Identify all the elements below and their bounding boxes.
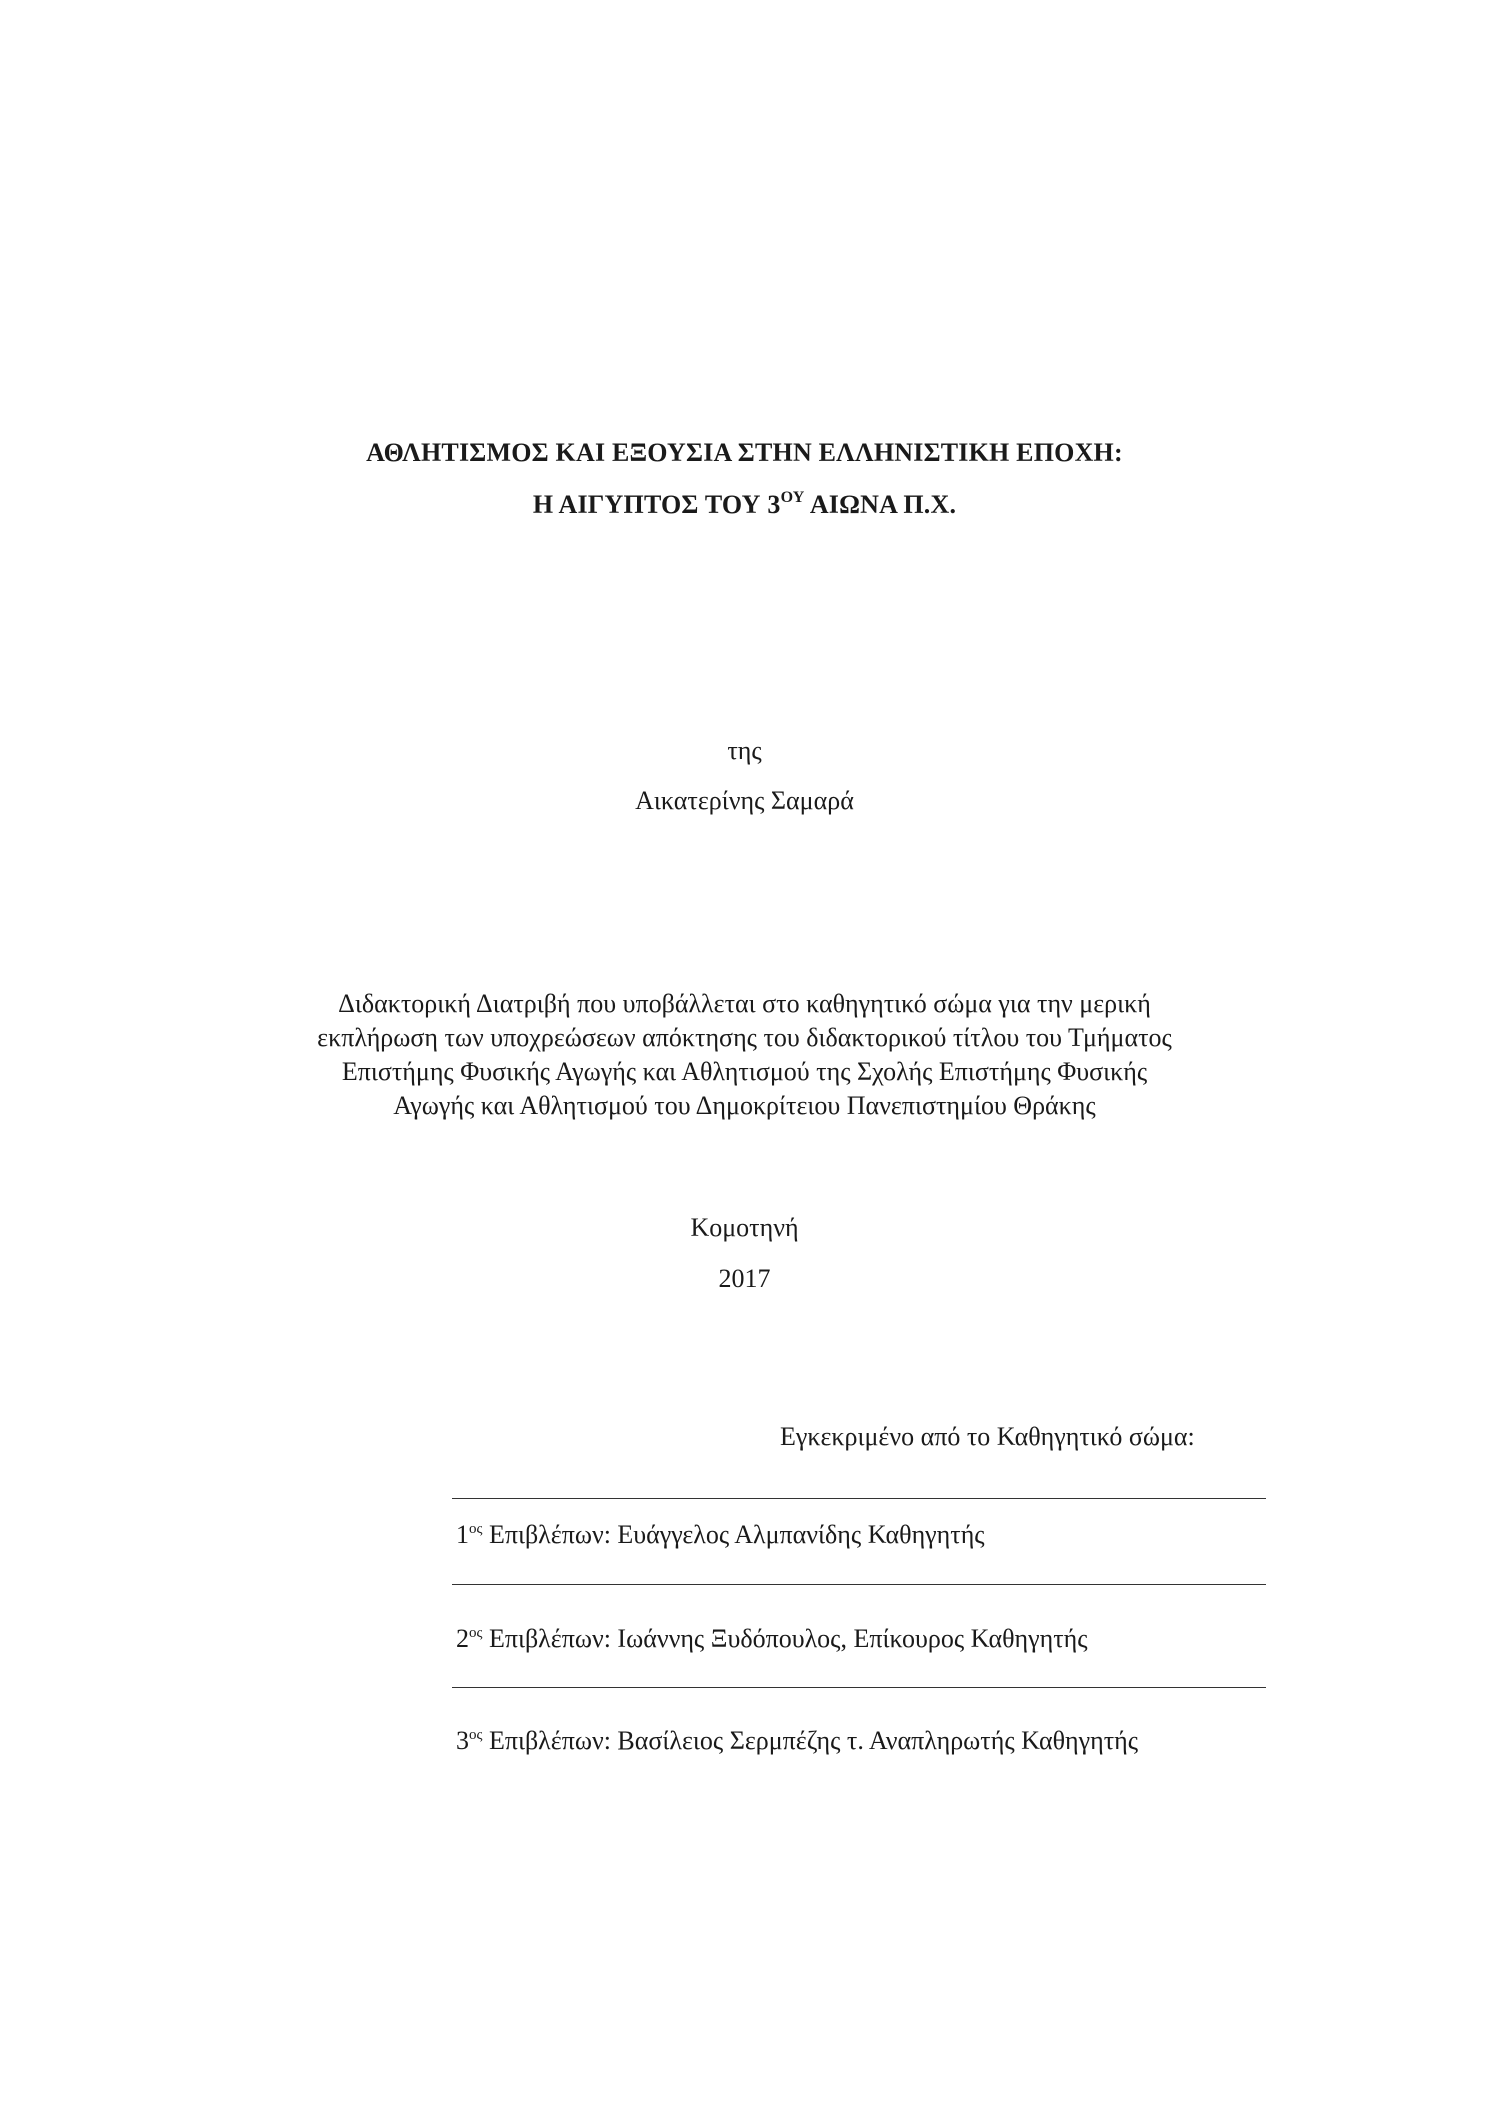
supervisor-1 <box>456 1520 985 1550</box>
thesis-statement-line: Διδακτορική Διατριβή που υποβάλλεται στο καθηγητικό σώμα για την μερική <box>338 989 1151 1018</box>
signature-line-2 <box>452 1584 1266 1585</box>
thesis-title-line-2 <box>0 490 1489 520</box>
thesis-statement-line: Επιστήμης Φυσικής Αγωγής και Αθλητισμού της Σχολής Επιστήμης Φυσικής <box>341 1057 1148 1086</box>
signature-line-3 <box>452 1687 1266 1688</box>
supervisor-1-number: 1 <box>456 1520 469 1549</box>
supervisor-2-text: Επιβλέπων: Ιωάννης Ξυδόπουλος, Επίκουρος Καθηγητής <box>482 1624 1088 1653</box>
year: 2017 <box>718 1264 771 1293</box>
thesis-title-line-1 <box>0 438 1489 468</box>
supervisor-3 <box>456 1726 1138 1756</box>
supervisor-1-ordinal: ος <box>469 1521 483 1537</box>
supervisor-3-number: 3 <box>456 1726 469 1755</box>
author-prefix: της <box>727 736 762 765</box>
supervisor-3-ordinal: ος <box>469 1727 483 1743</box>
approval-label: Εγκεκριμένο από το Καθηγητικό σώμα: <box>780 1422 1195 1451</box>
author-name: Αικατερίνης Σαμαρά <box>635 786 854 815</box>
thesis-statement-line: Αγωγής και Αθλητισμού του Δημοκρίτειου Πανεπιστημίου Θράκης <box>393 1091 1096 1120</box>
title-line-2-post: ΑΙΩΝΑ Π.Χ. <box>804 490 957 519</box>
place: Κομοτηνή <box>690 1213 799 1242</box>
title-line-1-text: ΑΘΛΗΤΙΣΜΟΣ ΚΑΙ ΕΞΟΥΣΙΑ ΣΤΗΝ ΕΛΛΗΝΙΣΤΙΚΗ ΕΠΟΧΗ: <box>366 438 1123 467</box>
supervisor-2-ordinal: ος <box>469 1625 483 1641</box>
supervisor-2-number: 2 <box>456 1624 469 1653</box>
thesis-statement <box>0 987 1489 1123</box>
thesis-statement-line: εκπλήρωση των υποχρεώσεων απόκτησης του διδακτορικού τίτλου του Τμήματος <box>317 1023 1172 1052</box>
signature-line-1 <box>452 1498 1266 1499</box>
supervisor-2 <box>456 1624 1088 1654</box>
supervisor-1-text: Επιβλέπων: Ευάγγελος Αλμπανίδης Καθηγητής <box>482 1520 985 1549</box>
title-line-2-pre: Η ΑΙΓΥΠΤΟΣ ΤΟΥ 3 <box>532 490 781 519</box>
title-line-2-superscript: ΟΥ <box>780 489 805 506</box>
supervisor-3-text: Επιβλέπων: Βασίλειος Σερμπέζης τ. Αναπληρωτής Καθηγητής <box>482 1726 1139 1755</box>
